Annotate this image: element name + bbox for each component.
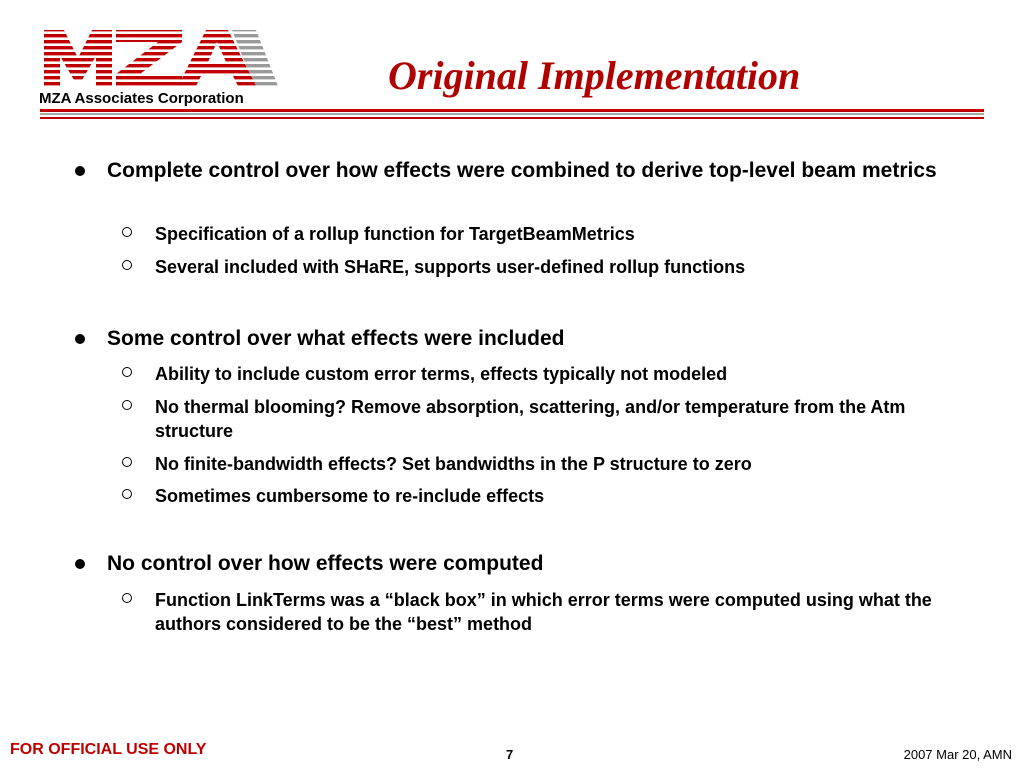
sub-bullet-text: Sometimes cumbersome to re-include effects (155, 486, 545, 506)
sub-bullet-item (122, 362, 975, 386)
sub-bullet-item (122, 484, 975, 508)
sub-bullet-item (122, 255, 975, 279)
bullet-text: Some control over what effects were included (107, 327, 565, 350)
slide-title: Original Implementation (388, 53, 801, 98)
bullet-text: No control over how effects were computed (107, 552, 544, 575)
bullet-item (75, 551, 977, 577)
bullet-item (75, 158, 977, 184)
sub-bullet-text: Several included with SHaRE, supports user-defined rollup functions (155, 257, 746, 277)
sub-bullet-text: Specification of a rollup function for TargetBeamMetrics (155, 224, 635, 244)
hollow-circle-icon (122, 227, 132, 237)
bullet-dot-icon (75, 166, 85, 176)
header-rule-bottom (40, 117, 984, 119)
sub-bullet-text: No finite-bandwidth effects? Set bandwidths in the P structure to zero (155, 454, 752, 474)
date-author: 2007 Mar 20, AMN (903, 747, 1012, 762)
hollow-circle-icon (122, 260, 132, 270)
sub-bullet-text: No thermal blooming? Remove absorption, scattering, and/or temperature from the Atm structure (155, 397, 906, 441)
page-number: 7 (506, 747, 514, 762)
sub-bullet-item (122, 588, 975, 636)
sub-bullet-item (122, 395, 975, 443)
hollow-circle-icon (122, 593, 132, 603)
mza-logo (42, 28, 278, 90)
bullet-text: Complete control over how effects were combined to derive top-level beam metrics (107, 159, 937, 182)
hollow-circle-icon (122, 367, 132, 377)
bullet-dot-icon (75, 334, 85, 344)
classification-label: FOR OFFICIAL USE ONLY (10, 741, 207, 758)
company-name: MZA Associates Corporation (39, 90, 244, 107)
header-rule-middle (40, 113, 984, 115)
bullet-item (75, 326, 977, 352)
sub-bullet-item (122, 452, 975, 476)
header-rule-top (40, 109, 984, 112)
sub-bullet-text: Ability to include custom error terms, effects typically not modeled (155, 364, 728, 384)
hollow-circle-icon (122, 457, 132, 467)
hollow-circle-icon (122, 400, 132, 410)
hollow-circle-icon (122, 489, 132, 499)
sub-bullet-text: Function LinkTerms was a “black box” in which error terms were computed using what the authors considered to be the “best” method (155, 590, 932, 634)
bullet-dot-icon (75, 559, 85, 569)
sub-bullet-item (122, 222, 975, 246)
